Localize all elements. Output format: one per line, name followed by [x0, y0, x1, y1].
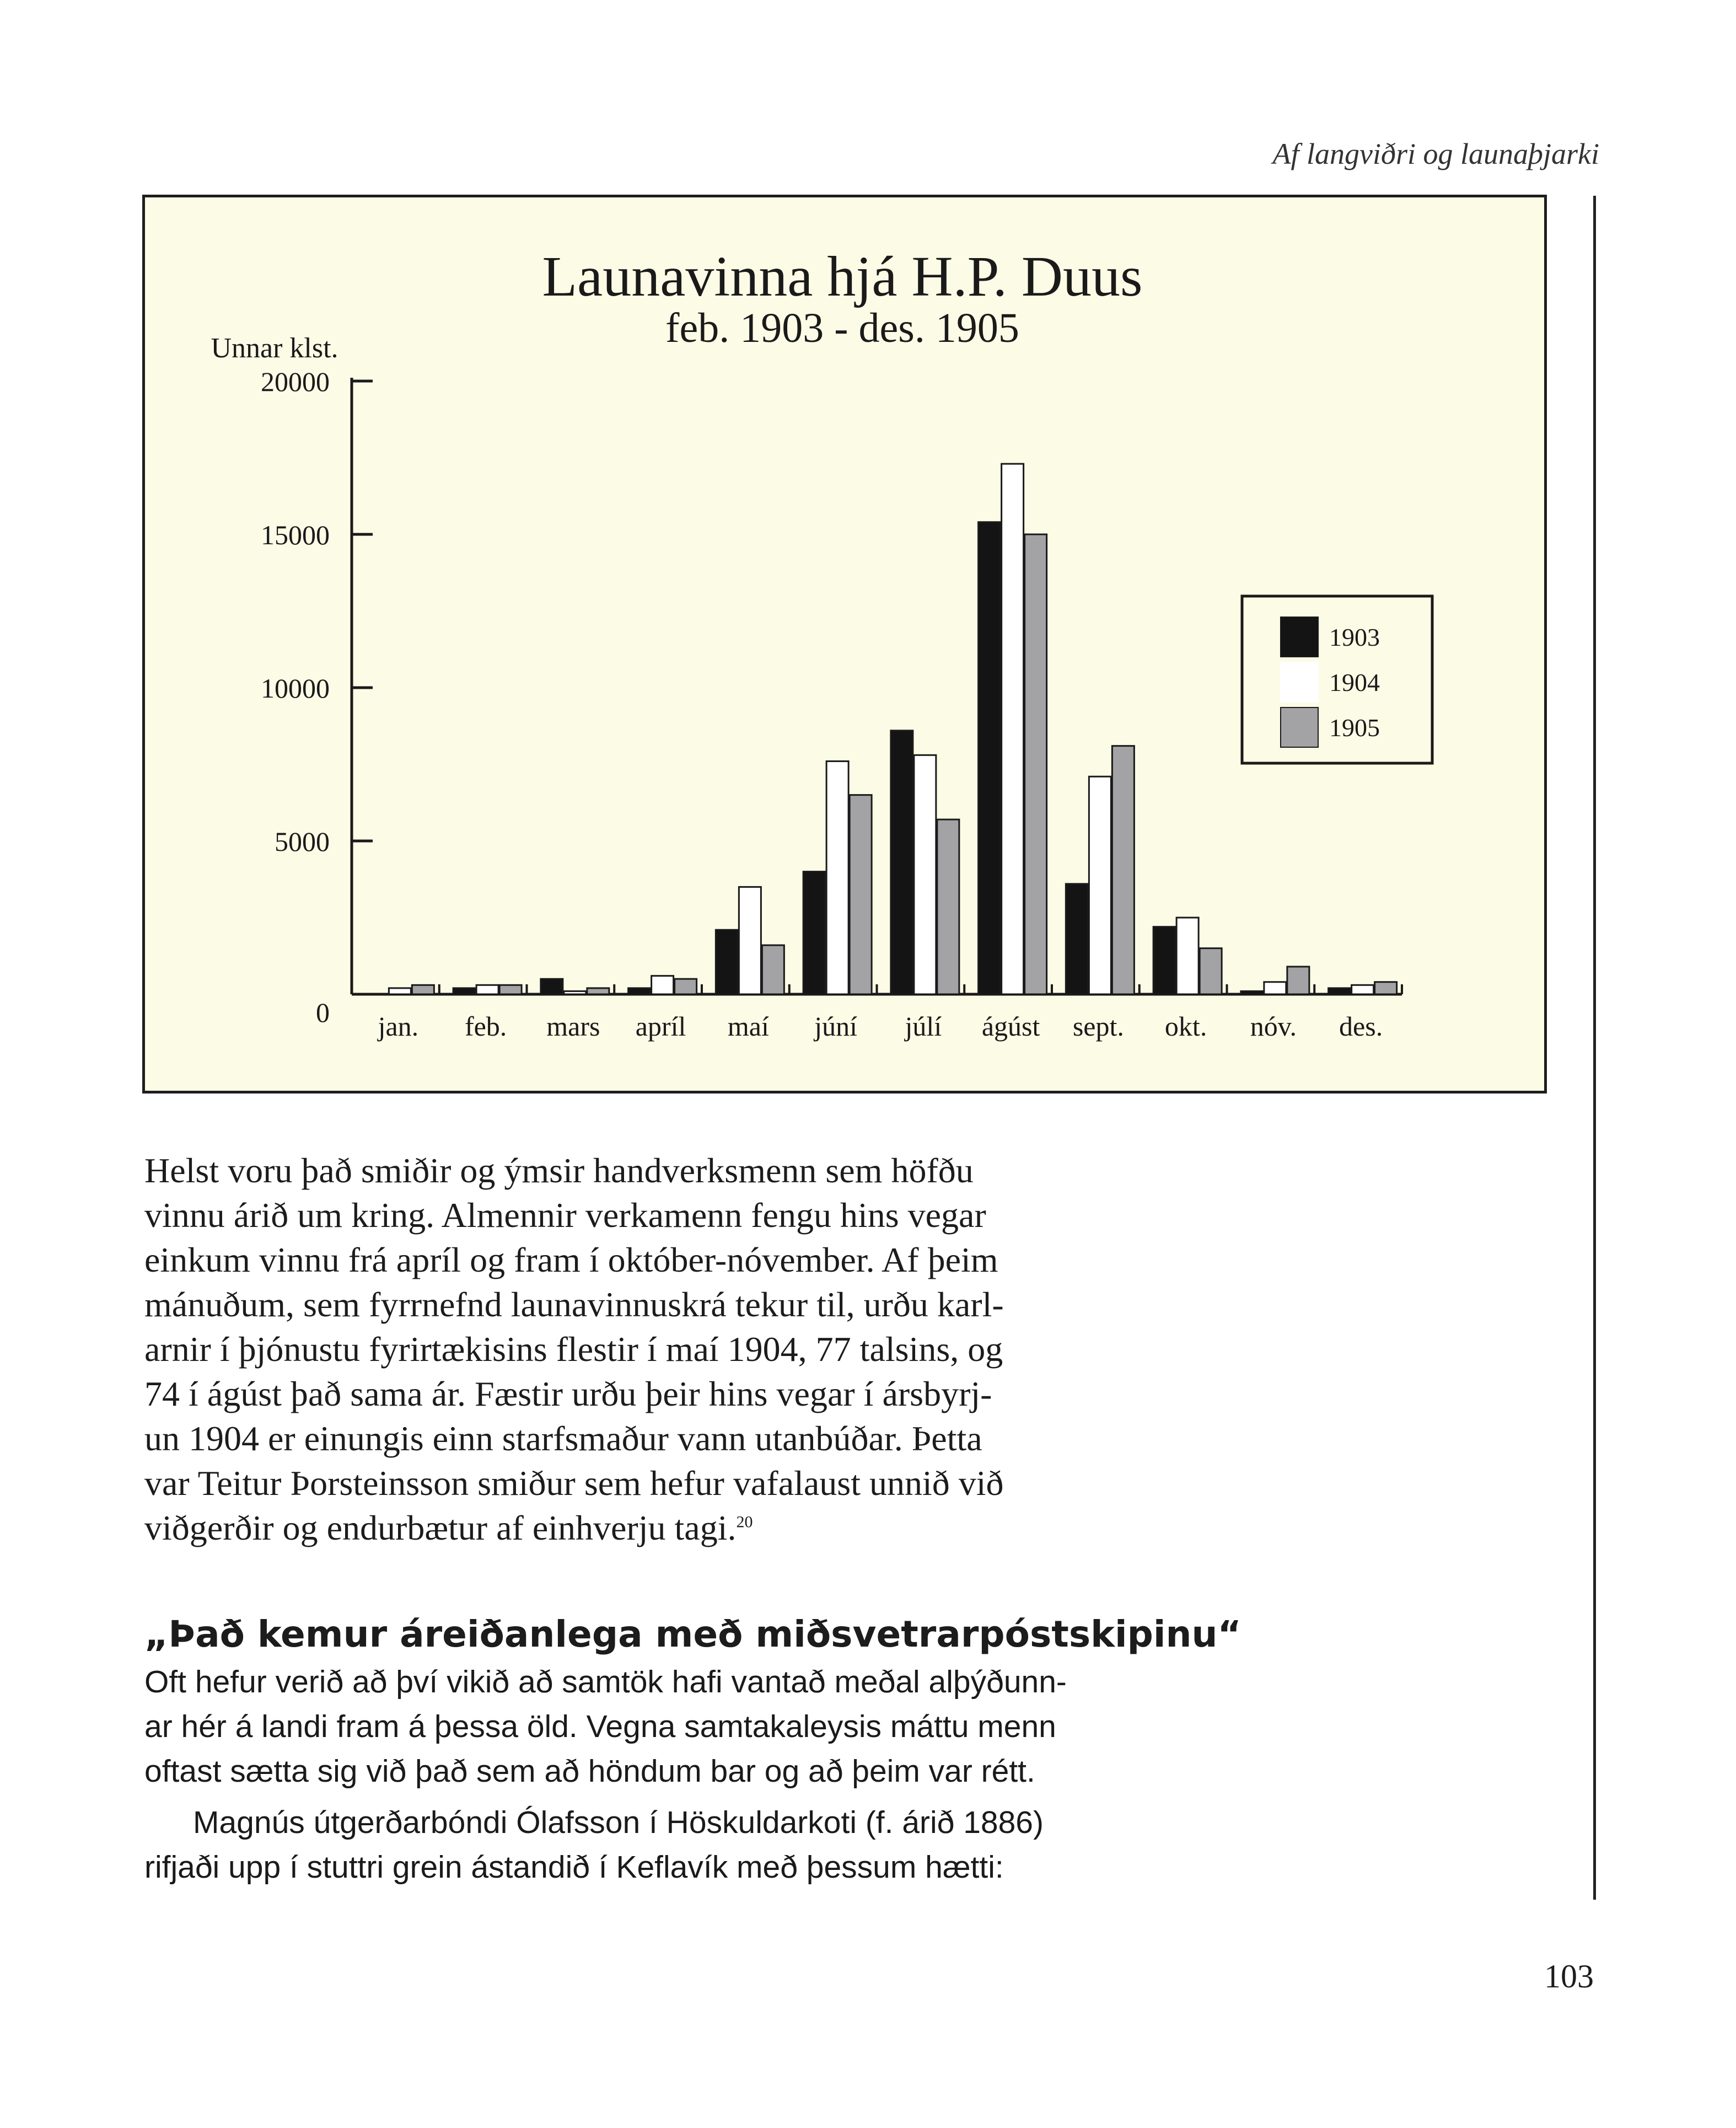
bar-1904-8 [1002, 464, 1024, 994]
legend-swatch-1904 [1281, 662, 1318, 702]
x-tick-label: jan. [378, 1011, 419, 1042]
p1-line: viðgerðir og endurbætur af einhverju tagi. [144, 1508, 737, 1547]
x-tick-label: apríl [635, 1011, 686, 1042]
legend-swatch-1903 [1281, 617, 1318, 657]
y-tick-label: 20000 [261, 366, 330, 397]
bar-1905-12 [1375, 982, 1397, 994]
bar-1905-3 [587, 988, 609, 994]
bar-1904-3 [564, 991, 586, 994]
legend-swatch-1905 [1281, 707, 1318, 747]
bar-1905-10 [1200, 948, 1222, 994]
margin-rule [1593, 196, 1596, 1900]
bar-1903-8 [979, 522, 1001, 994]
bar-1903-12 [1329, 988, 1351, 994]
x-tick-label: des. [1339, 1011, 1383, 1042]
bar-1904-12 [1352, 985, 1374, 994]
p3-line: rifjaði upp í stuttri grein ástandið í Keflavík með þessum hætti: [144, 1850, 1004, 1885]
p1-line: vinnu árið um kring. Almennir verkamenn fengu hins vegar [144, 1196, 986, 1235]
bar-1903-6 [803, 872, 825, 994]
x-tick-label: nóv. [1250, 1011, 1297, 1042]
x-tick-label: maí [727, 1011, 769, 1042]
bar-1903-11 [1241, 991, 1263, 994]
bar-1904-7 [914, 755, 936, 994]
bar-1904-1 [389, 988, 411, 994]
bar-1905-7 [937, 819, 959, 994]
bar-1905-5 [762, 945, 784, 994]
bar-1903-9 [1066, 884, 1088, 994]
p1-line: var Teitur Þorsteinsson smiður sem hefur vafalaust unnið við [144, 1464, 1004, 1503]
x-tick-label: feb. [464, 1011, 507, 1042]
p2-line: oftast sætta sig við það sem að höndum bar og að þeim var rétt. [144, 1754, 1035, 1789]
x-tick-label: júní [814, 1011, 858, 1042]
x-tick-label: sept. [1072, 1011, 1124, 1042]
y-tick-label: 10000 [261, 673, 330, 704]
running-head: Af langviðri og launaþjarki [1272, 137, 1599, 170]
legend-label-1904: 1904 [1329, 668, 1380, 696]
p1-line: mánuðum, sem fyrrnefnd launavinnuskrá tekur til, urðu karl- [144, 1285, 1004, 1324]
bar-1903-2 [453, 988, 475, 994]
p2-line: Oft hefur verið að því vikið að samtök hafi vantað meðal alþýðunn- [144, 1664, 1067, 1700]
bar-1903-7 [891, 731, 913, 994]
p1-line: un 1904 er einungis einn starfsmaður vann utanbúðar. Þetta [144, 1419, 982, 1458]
y-axis-label: Unnar klst. [211, 333, 338, 364]
bar-1905-2 [499, 985, 522, 994]
page-number: 103 [1544, 1958, 1594, 1995]
bar-1905-9 [1112, 746, 1134, 994]
chart-plot-area [261, 366, 1432, 1042]
bar-1903-5 [716, 930, 738, 994]
p3-line: Magnús útgerðarbóndi Ólafsson í Höskuldarkoti (f. árið 1886) [193, 1805, 1044, 1840]
bar-1904-2 [476, 985, 498, 994]
bar-1904-6 [826, 761, 848, 994]
y-tick-label: 5000 [275, 826, 330, 857]
bar-1905-1 [412, 985, 434, 994]
paragraph-2 [144, 1660, 1137, 1794]
x-tick-label: júlí [905, 1011, 942, 1042]
p2-line: ar hér á landi fram á þessa öld. Vegna samtakaleysis máttu menn [144, 1709, 1056, 1744]
bar-1903-3 [541, 979, 563, 994]
bar-1904-11 [1264, 982, 1286, 994]
footnote-marker: 20 [736, 1513, 753, 1531]
bar-1905-4 [675, 979, 697, 994]
bar-1904-4 [652, 976, 674, 994]
chart-title: Launavinna hjá H.P. Duus [542, 245, 1143, 308]
bar-chart [145, 197, 1544, 1091]
p1-line: arnir í þjónustu fyrirtækisins flestir í maí 1904, 77 talsins, og [144, 1330, 1003, 1369]
section-heading: „Það kemur áreiðanlega með miðsvetrarpóstskipinu“ [144, 1613, 1241, 1655]
bar-1905-11 [1287, 967, 1309, 994]
bar-1904-10 [1176, 918, 1198, 994]
legend-label-1905: 1905 [1329, 714, 1380, 742]
x-tick-label: okt. [1164, 1011, 1207, 1042]
y-tick-label: 0 [316, 997, 330, 1028]
bar-1903-10 [1153, 927, 1175, 994]
x-tick-label: mars [546, 1011, 600, 1042]
paragraph-3 [144, 1800, 1137, 1890]
x-tick-label: ágúst [981, 1011, 1040, 1042]
bar-1904-5 [739, 887, 761, 994]
chart-frame [142, 195, 1547, 1094]
bar-1905-8 [1025, 534, 1047, 994]
p1-line: einkum vinnu frá apríl og fram í október-nóvember. Af þeim [144, 1240, 998, 1279]
y-tick-label: 15000 [261, 519, 330, 550]
bar-1904-9 [1089, 776, 1111, 994]
p1-line: 74 í ágúst það sama ár. Fæstir urðu þeir hins vegar í ársbyrj- [144, 1374, 992, 1413]
chart-subtitle: feb. 1903 - des. 1905 [665, 305, 1019, 351]
legend-label-1903: 1903 [1329, 623, 1380, 651]
paragraph-1 [144, 1148, 1137, 1550]
p1-line: Helst voru það smiðir og ýmsir handverksmenn sem höfðu [144, 1151, 974, 1190]
bar-1905-6 [850, 795, 872, 994]
bar-1903-4 [628, 988, 651, 994]
